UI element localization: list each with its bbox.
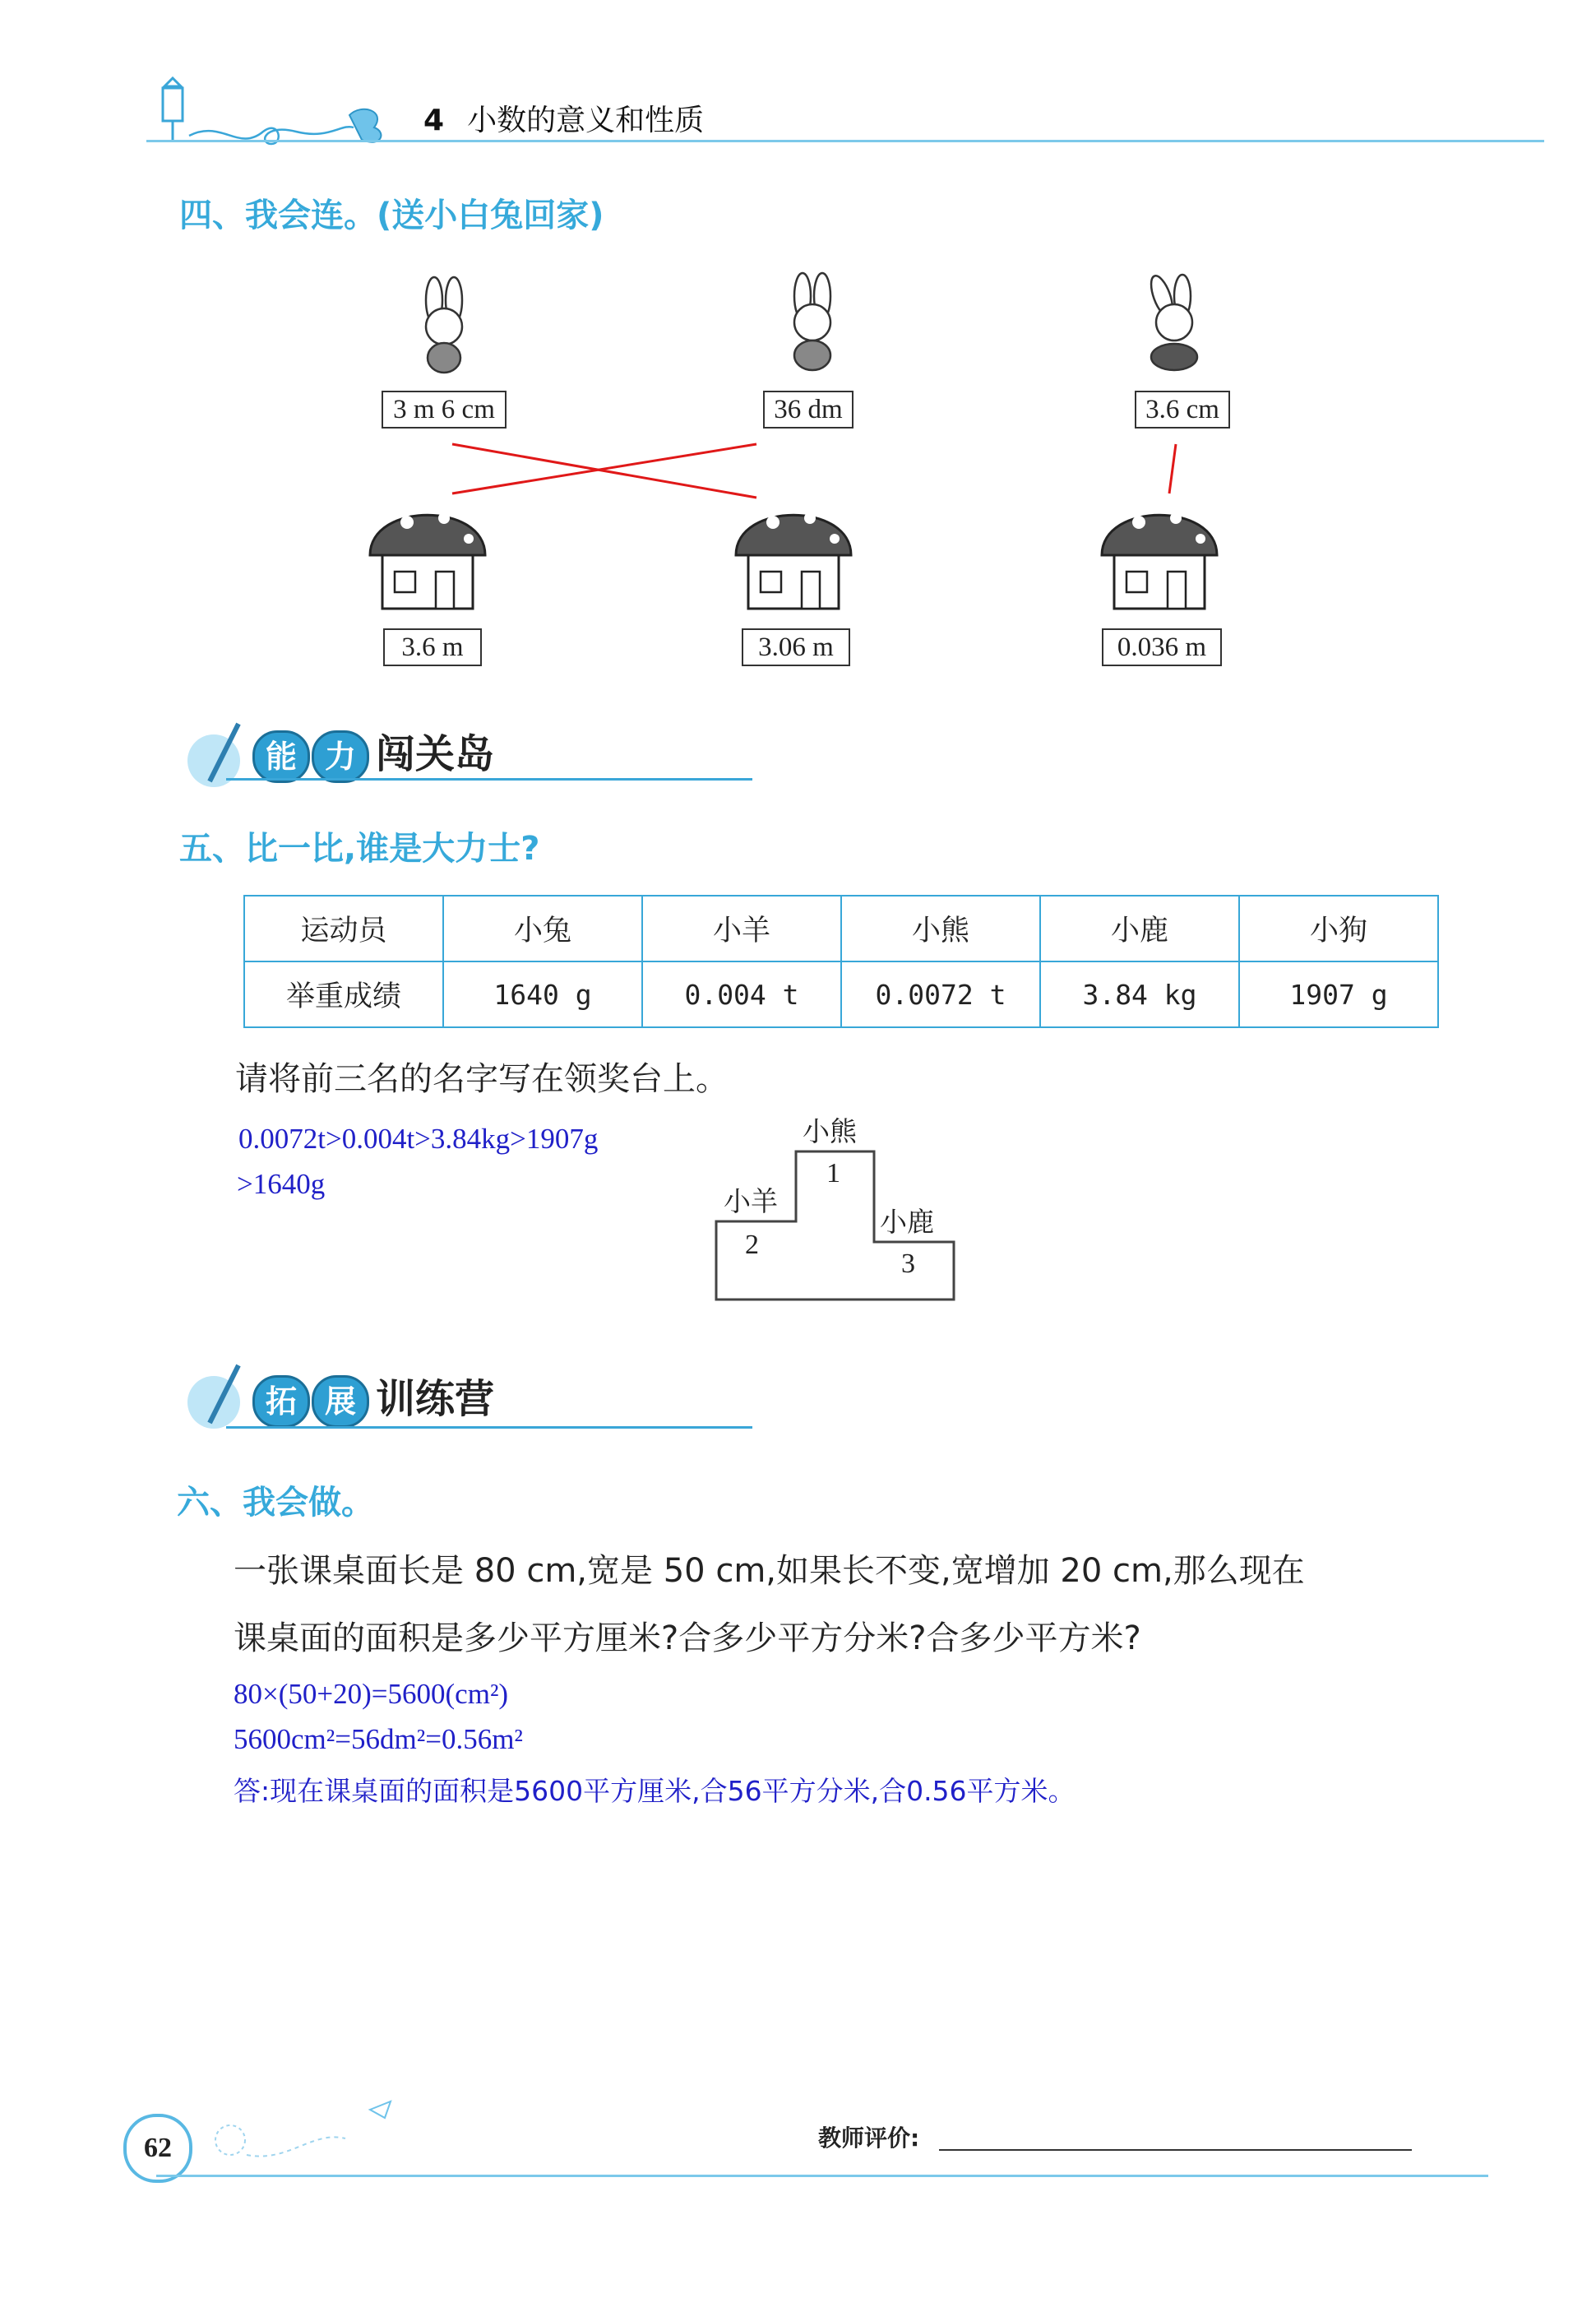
section5-answer-line1: 0.0072t>0.004t>3.84kg>1907g [238,1123,599,1155]
section6-question-line1: 一张课桌面长是 80 cm,宽是 50 cm,如果长不变,宽增加 20 cm,那么现在 [234,1552,1305,1590]
house-label-1: 3.6 m [383,628,482,666]
mushroom-house-icon [728,493,859,617]
mushroom-house-icon [1094,493,1225,617]
table-row-label: 举重成绩 [244,961,443,1027]
table-header-cell: 小羊 [642,896,841,961]
chapter-number: 4 [423,104,445,137]
section6-answer-line1: 80×(50+20)=5600(cm²) [234,1678,509,1710]
table-cell: 0.0072 t [841,961,1040,1027]
banner-title: 闯关岛 [376,731,495,777]
section6-answer-line3: 答:现在课桌面的面积是5600平方厘米,合56平方分米,合0.56平方米。 [234,1775,1076,1807]
house-label-2: 3.06 m [742,628,850,666]
page-number: 62 [123,2114,192,2183]
rabbit-icon [1125,271,1224,378]
banner-title: 训练营 [376,1376,495,1422]
table-cell: 1640 g [443,961,642,1027]
brush-icon [177,1357,251,1431]
teacher-eval-line [939,2149,1412,2151]
section5-answer-line2: >1640g [237,1168,326,1200]
rabbit-label-1: 3 m 6 cm [382,391,507,429]
footer-divider [156,2175,1488,2177]
table-cell: 3.84 kg [1040,961,1239,1027]
table-row [244,961,1438,1027]
rabbit-label-2: 36 dm [763,391,854,429]
banner-badge-2: 展 [312,1375,369,1428]
table-header-cell: 运动员 [244,896,443,961]
podium-third-name: 小鹿 [880,1206,934,1238]
section6-answer-line2: 5600cm²=56dm²=0.56m² [234,1723,523,1755]
podium-first-name: 小熊 [803,1115,857,1147]
bird-icon [370,2101,391,2118]
table-cell: 1907 g [1239,961,1438,1027]
section4-title: 四、我会连。(送小白兔回家) [179,197,604,234]
table-header-cell: 小狗 [1239,896,1438,961]
podium-second-rank: 2 [745,1230,759,1260]
section5-instruction: 请将前三名的名字写在领奖台上。 [235,1060,729,1098]
banner-badge-1: 拓 [252,1375,310,1428]
mushroom-house-icon [362,493,493,617]
rabbit-icon [395,276,493,382]
teacher-eval-label: 教师评价: [818,2124,920,2152]
podium-second-name: 小羊 [724,1185,778,1217]
footer-decoration [206,2089,403,2171]
banner-badge-1: 能 [252,730,310,783]
podium-first-rank: 1 [826,1158,840,1188]
table-cell: 0.004 t [642,961,841,1027]
section5-title: 五、比一比,谁是大力士? [179,830,540,868]
banner-badge-2: 力 [312,730,369,783]
rabbit-label-3: 3.6 cm [1135,391,1230,429]
weight-table [243,895,1439,1028]
rabbit-icon [763,271,862,378]
table-header-row [244,896,1438,961]
section6-question-line2: 课桌面的面积是多少平方厘米?合多少平方分米?合多少平方米? [234,1619,1141,1657]
section6-title: 六、我会做。 [177,1484,374,1522]
table-header-cell: 小兔 [443,896,642,961]
chapter-name: 小数的意义和性质 [467,104,705,137]
banner-underline [226,778,752,781]
table-header-cell: 小熊 [841,896,1040,961]
connection-line-3 [1169,444,1176,493]
podium-third-rank: 3 [901,1249,915,1279]
table-header-cell: 小鹿 [1040,896,1239,961]
podium [714,1110,960,1308]
banner-underline [226,1426,752,1429]
house-label-3: 0.036 m [1102,628,1222,666]
